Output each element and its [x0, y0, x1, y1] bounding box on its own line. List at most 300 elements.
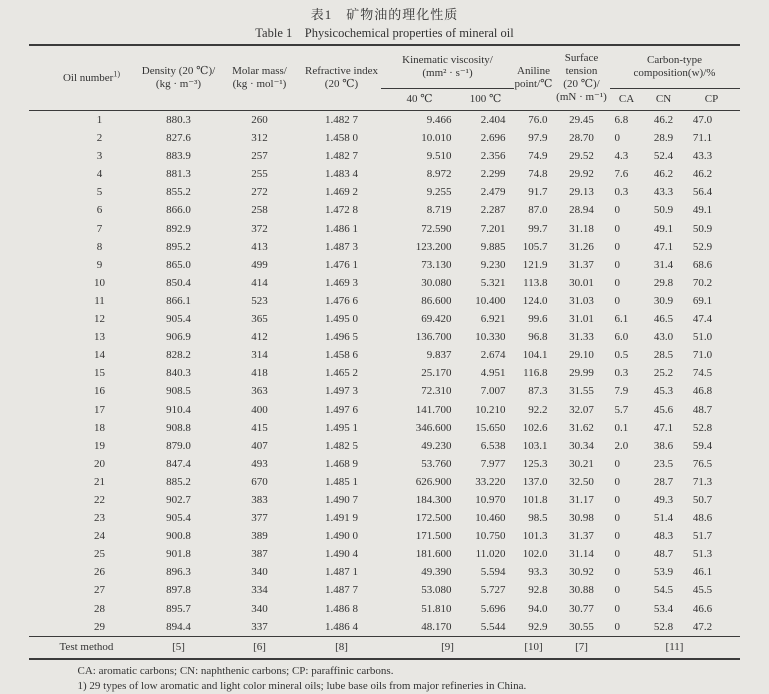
cell: 10.010: [421, 132, 452, 145]
cell: 184.300: [415, 493, 452, 506]
table-row: [29, 581, 739, 599]
cell: 38.6: [653, 439, 674, 452]
cell: 4.3: [614, 150, 629, 163]
table-row: [29, 600, 739, 618]
cell: 137.0: [522, 475, 548, 488]
cell: 15.650: [475, 421, 506, 434]
cell: 365: [251, 313, 268, 326]
cell: 136.700: [415, 331, 452, 344]
cell: 866.1: [166, 294, 191, 307]
table-row: [29, 274, 739, 292]
cell: 6.1: [614, 313, 629, 326]
cell: 12: [93, 313, 105, 326]
cell: 4.951: [480, 367, 506, 380]
cell: 49.3: [653, 493, 674, 506]
cell: 0.1: [614, 421, 629, 434]
cell: 29.13: [569, 186, 594, 199]
cell: 1.487 1: [324, 566, 358, 579]
cell: 1.469 3: [324, 276, 358, 289]
cell: 1.486 4: [324, 620, 358, 633]
cell: 1.458 0: [324, 132, 358, 145]
cell: 31.17: [569, 493, 594, 506]
cell: 93.3: [528, 566, 548, 579]
cell: 0: [614, 602, 620, 615]
cell: 71.0: [692, 349, 713, 362]
cell: 1.468 9: [324, 457, 358, 470]
cell: 123.200: [415, 240, 452, 253]
cell: 30.77: [569, 602, 594, 615]
test-method-aniline: [10]: [524, 640, 543, 653]
cell: 51.3: [692, 548, 713, 561]
cell: 29.10: [569, 349, 594, 362]
cell: 0: [614, 493, 620, 506]
cell: 258: [251, 204, 268, 217]
test-method-surface: [7]: [575, 640, 588, 653]
cell: 49.1: [653, 222, 674, 235]
cell: 43.0: [653, 331, 674, 344]
cell: 0: [614, 204, 620, 217]
cell: 181.600: [415, 548, 452, 561]
table-row: [29, 165, 739, 183]
cell: 31.62: [569, 421, 594, 434]
cell: 74.9: [528, 150, 548, 163]
cell: 98.5: [528, 512, 548, 525]
table-row: [29, 382, 739, 400]
col-header-surface-tension: Surface tension (20 ℃)/ (mN · m⁻¹): [556, 52, 607, 103]
cell: 255: [251, 168, 268, 181]
cell: 0: [614, 475, 620, 488]
cell: 0: [614, 620, 620, 633]
cell: 31.18: [569, 222, 594, 235]
cell: 59.4: [692, 439, 713, 452]
cell: 16: [93, 385, 105, 398]
table-row: [29, 527, 739, 545]
cell: 0: [614, 457, 620, 470]
cell: 2.356: [480, 150, 506, 163]
cell: 46.1: [692, 566, 713, 579]
table-row: [29, 346, 739, 364]
cell: 383: [251, 493, 268, 506]
cell: 10.210: [475, 403, 506, 416]
table-row: [29, 220, 739, 238]
table-row: [29, 310, 739, 328]
col-header-density: Density (20 ℃)/ (kg · m⁻³): [141, 65, 216, 90]
cell: 87.3: [528, 385, 548, 398]
cell: 29.8: [653, 276, 674, 289]
cell: 49.390: [421, 566, 452, 579]
cell: 74.8: [528, 168, 548, 181]
cell: 2.696: [480, 132, 506, 145]
cell: 43.3: [653, 186, 674, 199]
cell: 52.8: [692, 421, 713, 434]
cell: 10.460: [475, 512, 506, 525]
cell: 855.2: [166, 186, 191, 199]
cell: 70.2: [692, 276, 713, 289]
cell: 50.7: [692, 493, 713, 506]
cell: 53.080: [421, 584, 452, 597]
cell: 86.600: [421, 294, 452, 307]
cell: 337: [251, 620, 268, 633]
cell: 2.0: [614, 439, 629, 452]
cell: 17: [93, 403, 105, 416]
properties-table: [29, 44, 739, 660]
cell: 14: [93, 349, 105, 362]
cell: 29.45: [569, 114, 594, 126]
cell: 1.491 9: [324, 512, 358, 525]
cell: 30.080: [421, 276, 452, 289]
cell: 1.482 7: [324, 114, 358, 126]
oil-number-label: Oil number: [62, 71, 114, 84]
cell: 30.34: [569, 439, 594, 452]
test-method-row: [29, 636, 739, 659]
cell: 1.458 6: [324, 349, 358, 362]
table-row: [29, 473, 739, 491]
table-row: [29, 201, 739, 219]
cell: 1.496 5: [324, 331, 358, 344]
cell: 0: [614, 276, 620, 289]
test-method-molar: [6]: [253, 640, 266, 653]
cell: 30.55: [569, 620, 594, 633]
cell: 48.170: [421, 620, 452, 633]
cell: 56.4: [692, 186, 713, 199]
cell: 43.3: [692, 150, 713, 163]
cell: 47.0: [692, 114, 713, 126]
cell: 101.8: [522, 493, 548, 506]
cell: 9.466: [426, 114, 452, 126]
cell: 908.5: [166, 385, 191, 398]
cell: 670: [251, 475, 268, 488]
cell: 827.6: [166, 132, 191, 145]
col-header-aniline-point: Aniline point/℃: [514, 65, 553, 90]
cell: 2.479: [480, 186, 506, 199]
footnotes: [30, 664, 740, 694]
cell: 25.2: [653, 367, 674, 380]
cell: 901.8: [166, 548, 191, 561]
cell: 272: [251, 186, 268, 199]
cell: 10.330: [475, 331, 506, 344]
cell: 28.70: [569, 132, 594, 145]
col-subheader-viscosity-40: 40 ℃: [406, 93, 433, 105]
cell: 7.6: [614, 168, 629, 181]
cell: 5: [96, 186, 103, 199]
col-header-carbon-type-composition: Carbon-type composition(w)/%: [610, 45, 740, 89]
cell: 121.9: [522, 258, 548, 271]
table-row: [29, 256, 739, 274]
cell: 31.01: [569, 313, 594, 326]
cell: 412: [251, 331, 268, 344]
cell: 892.9: [166, 222, 191, 235]
cell: 50.9: [692, 222, 713, 235]
cell: 1.486 1: [324, 222, 358, 235]
cell: 881.3: [166, 168, 191, 181]
cell: 171.500: [415, 530, 452, 543]
cell: 30.92: [569, 566, 594, 579]
cell: 53.760: [421, 457, 452, 470]
cell: 28: [93, 602, 105, 615]
cell: 30.9: [653, 294, 674, 307]
table-row: [29, 238, 739, 256]
cell: 499: [251, 258, 268, 271]
cell: 46.6: [692, 602, 713, 615]
cell: 7.977: [480, 457, 506, 470]
table-row: [29, 292, 739, 310]
cell: 51.4: [653, 512, 674, 525]
cell: 104.1: [522, 349, 548, 362]
cell: 340: [251, 602, 268, 615]
cell: 125.3: [522, 457, 548, 470]
cell: 11.020: [475, 548, 506, 561]
col-subheader-ca: CA: [618, 93, 635, 105]
cell: 9.230: [480, 258, 506, 271]
cell: 0: [614, 512, 620, 525]
cell: 29: [93, 620, 105, 633]
cell: 7.007: [480, 385, 506, 398]
cell: 377: [251, 512, 268, 525]
cell: 10.970: [475, 493, 506, 506]
cell: 31.37: [569, 258, 594, 271]
cell: 883.9: [166, 150, 191, 163]
table-row: [29, 129, 739, 147]
cell: 363: [251, 385, 268, 398]
cell: 340: [251, 566, 268, 579]
cell: 896.3: [166, 566, 191, 579]
col-header-kinematic-viscosity: Kinematic viscosity/ (mm² · s⁻¹): [381, 45, 513, 89]
cell: 389: [251, 530, 268, 543]
cell: 23.5: [653, 457, 674, 470]
table-row: [29, 111, 739, 130]
cell: 5.544: [480, 620, 506, 633]
cell: 25.170: [421, 367, 452, 380]
cell: 850.4: [166, 276, 191, 289]
cell: 5.321: [480, 276, 506, 289]
table-title-chinese: 表1 矿物油的理化性质: [310, 7, 459, 22]
table-row: [29, 147, 739, 165]
cell: 908.8: [166, 421, 191, 434]
cell: 1.472 8: [324, 204, 358, 217]
cell: 407: [251, 439, 268, 452]
cell: 69.420: [421, 313, 452, 326]
cell: 23: [93, 512, 105, 525]
cell: 1.483 4: [324, 168, 358, 181]
cell: 9.885: [480, 240, 506, 253]
cell: 72.310: [421, 385, 452, 398]
test-method-density: [5]: [172, 640, 185, 653]
cell: 51.7: [692, 530, 713, 543]
cell: 51.810: [421, 602, 452, 615]
cell: 91.7: [528, 186, 548, 199]
cell: 1.497 6: [324, 403, 358, 416]
cell: 29.92: [569, 168, 594, 181]
cell: 7.9: [614, 385, 629, 398]
cell: 49.1: [692, 204, 713, 217]
cell: 28.9: [653, 132, 674, 145]
table-footer: [29, 636, 739, 659]
cell: 53.4: [653, 602, 674, 615]
cell: 28.94: [569, 204, 594, 217]
cell: 0: [614, 222, 620, 235]
cell: 0.5: [614, 349, 629, 362]
cell: 400: [251, 403, 268, 416]
cell: 257: [251, 150, 268, 163]
cell: 5.594: [480, 566, 506, 579]
cell: 1.490 0: [324, 530, 358, 543]
cell: 1.487 7: [324, 584, 358, 597]
cell: 46.2: [692, 168, 713, 181]
cell: 26: [93, 566, 105, 579]
cell: 45.5: [692, 584, 713, 597]
cell: 48.3: [653, 530, 674, 543]
cell: 99.7: [528, 222, 548, 235]
cell: 32.07: [569, 403, 594, 416]
cell: 48.7: [692, 403, 713, 416]
footnote-sample-description: 1) 29 types of low aromatic and light color mineral oils; lube base oils from major refineries in China.: [77, 679, 527, 692]
cell: 172.500: [415, 512, 452, 525]
cell: 31.03: [569, 294, 594, 307]
cell: 102.0: [522, 548, 548, 561]
cell: 828.2: [166, 349, 191, 362]
cell: 27: [93, 584, 105, 597]
cell: 865.0: [166, 258, 191, 271]
cell: 50.9: [653, 204, 674, 217]
cell: 0: [614, 132, 620, 145]
cell: 30.01: [569, 276, 594, 289]
cell: 45.3: [653, 385, 674, 398]
cell: 13: [93, 331, 105, 344]
cell: 22: [93, 493, 105, 506]
cell: 21: [93, 475, 105, 488]
cell: 6: [96, 204, 103, 217]
cell: 9.510: [426, 150, 452, 163]
cell: 9: [96, 258, 103, 271]
cell: 116.8: [523, 367, 548, 380]
cell: 895.7: [166, 602, 191, 615]
cell: 334: [251, 584, 268, 597]
cell: 2.287: [480, 204, 506, 217]
cell: 51.0: [692, 331, 713, 344]
cell: 46.2: [653, 168, 674, 181]
cell: 2.299: [480, 168, 506, 181]
cell: 124.0: [522, 294, 548, 307]
cell: 97.9: [528, 132, 548, 145]
cell: 414: [251, 276, 268, 289]
cell: 906.9: [166, 331, 191, 344]
table-body: [29, 111, 739, 637]
cell: 626.900: [415, 475, 452, 488]
cell: 894.4: [166, 620, 191, 633]
cell: 28.5: [653, 349, 674, 362]
cell: 94.0: [528, 602, 548, 615]
cell: 0: [614, 530, 620, 543]
cell: 6.8: [614, 114, 629, 126]
cell: 6.921: [480, 313, 506, 326]
cell: 19: [93, 439, 105, 452]
cell: 2: [96, 132, 103, 145]
table-row: [29, 545, 739, 563]
cell: 30.98: [569, 512, 594, 525]
cell: 47.1: [653, 240, 674, 253]
cell: 10: [93, 276, 105, 289]
cell: 5.7: [614, 403, 629, 416]
cell: 0.3: [614, 367, 629, 380]
table-row: [29, 455, 739, 473]
cell: 1.487 3: [324, 240, 358, 253]
cell: 260: [251, 114, 268, 126]
cell: 905.4: [166, 313, 191, 326]
cell: 72.590: [421, 222, 452, 235]
cell: 1.495 1: [324, 421, 358, 434]
col-header-refractive-index: Refractive index (20 ℃): [304, 65, 378, 90]
cell: 141.700: [415, 403, 452, 416]
cell: 0: [614, 294, 620, 307]
cell: 92.2: [528, 403, 548, 416]
cell: 53.9: [653, 566, 674, 579]
cell: 0: [614, 548, 620, 561]
footnote-abbreviations: CA: aromatic carbons; CN: naphthenic carbons; CP: paraffinic carbons.: [77, 664, 394, 677]
cell: 25: [93, 548, 105, 561]
cell: 8.719: [426, 204, 452, 217]
table-row: [29, 328, 739, 346]
cell: 31.4: [653, 258, 674, 271]
cell: 880.3: [166, 114, 191, 126]
cell: 8: [96, 240, 103, 253]
cell: 45.6: [653, 403, 674, 416]
cell: 48.6: [692, 512, 713, 525]
col-subheader-cp: CP: [704, 93, 719, 105]
test-method-carbon: [11]: [665, 640, 684, 653]
cell: 31.14: [569, 548, 594, 561]
cell: 6.538: [480, 439, 506, 452]
table-row: [29, 491, 739, 509]
table-title-english: Table 1 Physicochemical properties of mineral oil: [255, 26, 514, 40]
cell: 387: [251, 548, 268, 561]
cell: 1.465 2: [324, 367, 358, 380]
col-subheader-cn: CN: [655, 93, 672, 105]
cell: 7.201: [480, 222, 506, 235]
cell: 2.404: [480, 114, 506, 126]
cell: 493: [251, 457, 268, 470]
cell: 7: [96, 222, 103, 235]
cell: 866.0: [166, 204, 191, 217]
cell: 415: [251, 421, 268, 434]
cell: 48.7: [653, 548, 674, 561]
cell: 1.482 5: [324, 439, 358, 452]
cell: 0: [614, 240, 620, 253]
cell: 840.3: [166, 367, 191, 380]
cell: 52.4: [653, 150, 674, 163]
test-method-refractive: [8]: [335, 640, 348, 653]
cell: 0: [614, 584, 620, 597]
cell: 895.2: [166, 240, 191, 253]
cell: 71.3: [692, 475, 713, 488]
cell: 113.8: [523, 276, 548, 289]
cell: 28.7: [653, 475, 674, 488]
cell: 30.21: [569, 457, 594, 470]
cell: 20: [93, 457, 105, 470]
cell: 372: [251, 222, 268, 235]
cell: 47.1: [653, 421, 674, 434]
cell: 15: [93, 367, 105, 380]
test-method-label: Test method: [59, 640, 114, 653]
cell: 1.490 4: [324, 548, 358, 561]
col-header-molar-mass: Molar mass/ (kg · mol⁻¹): [232, 65, 287, 90]
cell: 31.37: [569, 530, 594, 543]
cell: 47.2: [692, 620, 713, 633]
cell: 52.8: [653, 620, 674, 633]
cell: 1.476 6: [324, 294, 358, 307]
cell: 47.4: [692, 313, 713, 326]
cell: 46.5: [653, 313, 674, 326]
cell: 76.5: [692, 457, 713, 470]
